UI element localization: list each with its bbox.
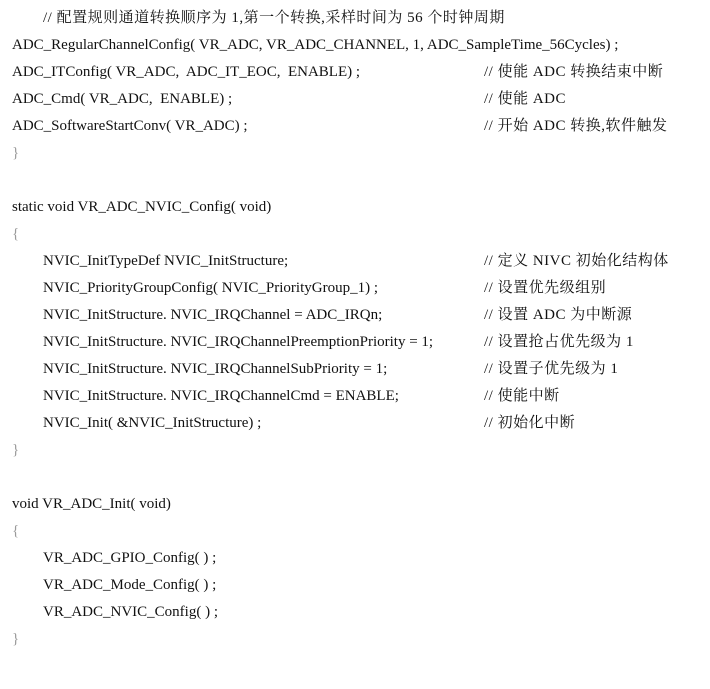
code-statement: ADC_Cmd( VR_ADC, ENABLE) ; (12, 91, 233, 107)
code-line (0, 440, 20, 460)
code-statement: ADC_ITConfig( VR_ADC, ADC_IT_EOC, ENABLE) ; (12, 64, 361, 80)
code-line (0, 197, 272, 217)
code-statement: NVIC_PriorityGroupConfig( NVIC_PriorityGroup_1) ; (43, 280, 378, 296)
code-statement: NVIC_InitStructure. NVIC_IRQChannelCmd = ENABLE; (43, 388, 399, 404)
code-comment: // 使能 ADC (484, 91, 567, 107)
code-statement: NVIC_InitStructure. NVIC_IRQChannelPreemptionPriority = 1; (43, 334, 434, 350)
code-statement: VR_ADC_GPIO_Config( ) ; (43, 550, 217, 566)
code-line (0, 278, 607, 298)
function-signature: void VR_ADC_Init( void) (12, 496, 171, 512)
opening-brace: { (12, 523, 20, 539)
code-comment: // 配置规则通道转换顺序为 1,第一个转换,采样时间为 56 个时钟周期 (43, 10, 505, 26)
code-line (0, 521, 20, 541)
code-comment: // 使能 ADC 转换结束中断 (484, 64, 664, 80)
function-signature: static void VR_ADC_NVIC_Config( void) (12, 199, 272, 215)
code-line (0, 494, 171, 514)
code-line (0, 62, 664, 82)
code-line (0, 359, 619, 379)
closing-brace: } (12, 442, 20, 458)
code-line (0, 89, 567, 109)
code-comment: // 设置优先级组别 (484, 280, 607, 296)
code-statement: NVIC_InitStructure. NVIC_IRQChannelSubPriority = 1; (43, 361, 388, 377)
code-comment: // 使能中断 (484, 388, 560, 404)
code-comment: // 开始 ADC 转换,软件触发 (484, 118, 668, 134)
code-line (0, 251, 669, 271)
code-statement: ADC_SoftwareStartConv( VR_ADC) ; (12, 118, 248, 134)
code-statement: VR_ADC_Mode_Config( ) ; (43, 577, 217, 593)
code-line (0, 548, 217, 568)
code-line (0, 386, 560, 406)
code-line (0, 143, 20, 163)
code-statement: NVIC_InitTypeDef NVIC_InitStructure; (43, 253, 289, 269)
code-line (0, 413, 576, 433)
code-comment: // 设置子优先级为 1 (484, 361, 619, 377)
code-comment: // 初始化中断 (484, 415, 576, 431)
code-statement: VR_ADC_NVIC_Config( ) ; (43, 604, 218, 620)
code-line (0, 35, 619, 55)
code-statement: NVIC_InitStructure. NVIC_IRQChannel = ADC_IRQn; (43, 307, 383, 323)
code-line (0, 224, 20, 244)
closing-brace: } (12, 631, 20, 647)
code-line (0, 8, 505, 28)
code-line (0, 332, 634, 352)
code-line (0, 602, 218, 622)
code-line (0, 305, 633, 325)
code-comment: // 设置抢占优先级为 1 (484, 334, 634, 350)
closing-brace: } (12, 145, 20, 161)
code-comment: // 定义 NIVC 初始化结构体 (484, 253, 669, 269)
code-comment: // 设置 ADC 为中断源 (484, 307, 633, 323)
code-statement: ADC_RegularChannelConfig( VR_ADC, VR_ADC_CHANNEL, 1, ADC_SampleTime_56Cycles) ; (12, 37, 619, 53)
code-line (0, 116, 668, 136)
code-line (0, 575, 217, 595)
code-statement: NVIC_Init( &NVIC_InitStructure) ; (43, 415, 262, 431)
opening-brace: { (12, 226, 20, 242)
code-line (0, 629, 20, 649)
